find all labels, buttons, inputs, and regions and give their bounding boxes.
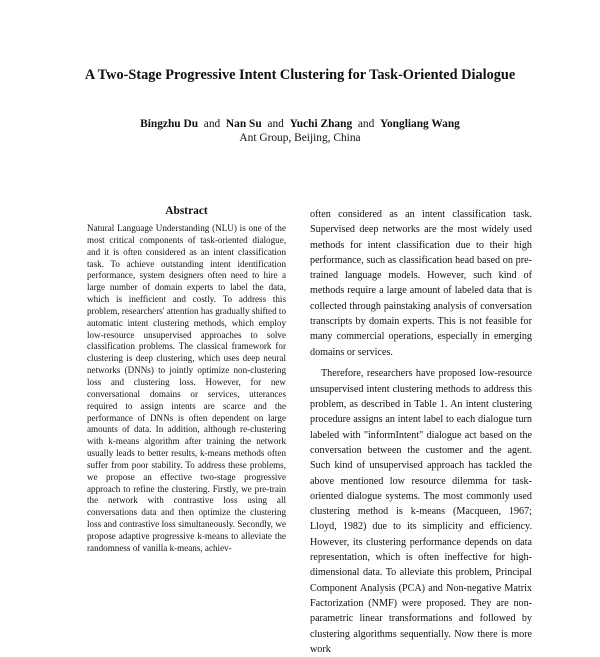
author-list xyxy=(40,117,560,132)
author-separator: and xyxy=(357,118,375,130)
abstract-body: Natural Language Understanding (NLU) is one of the most critical components of task-oriented dialogue, and it is often considered as an intent classification task. To achieve outstanding intent identification performance, system designers often need to hire a large number of domain experts to label the data, which is inefficient and costly. To address this problem, researchers' attention has gradually shifted to automatic intent clustering methods, which employ low-resource unsupervised approaches to solve classification problems. The classical framework for clustering is deep clustering, which uses deep neural networks (DNNs) to jointly optimize non-clustering loss and clustering loss. However, for new conversational domains or services, utterances required to assign intents are scarce and the performance of DNNs is often dependent on large amounts of data. In addition, although re-clustering with k-means algorithm after training the network usually leads to better results, k-means methods often suffer from poor stability. To address these problems, we propose an effective two-stage progressive approach to refine the clustering. Firstly, we pre-train the network with contrastive loss using all conversations data and then optimize the clustering loss and contrastive loss simultaneously. Secondly, we propose adaptive progressive k-means to alleviate the randomness of vanilla k-means, achiev- xyxy=(87,223,286,553)
author-name: Bingzhu Du xyxy=(140,118,199,130)
intro-paragraph: often considered as an intent classification task. Supervised deep networks are the most widely used methods for intent classification due to their high performance, such as classification head based on pre-trained language models. However, such kind of methods require a large amount of labeled data that is collected through painstaking analysis of conversation transcripts by domain experts. This is not feasible for many commercial operations, especially in emerging domains or services. xyxy=(310,209,532,358)
author-name: Nan Su xyxy=(225,118,262,130)
intro-paragraph: Therefore, researchers have proposed low-resource unsupervised intent clustering methods to address this problem, as described in Table 1. An intent clustering procedure assigns an intent label to each dialogue turn labeled with "informIntent" dialogue act based on the conversation between the customer and the agent. Such kind of unsupervised approach has tackled the above mentioned low resource dilemma for task-oriented dialogue systems. The most commonly used clustering method is k-means (Macqueen, 1967; Lloyd, 1982) due to its simplicity and efficiency. However, its clustering performance depends on data representation, which is often ineffective for high-dimensional data. To alleviate this problem, Principal Component Analysis (PCA) and Non-negative Matrix Factorization (NMF) were proposed. They are non-parametric linear transformations and followed by clustering algorithms sequentially. Now there is more work xyxy=(310,368,532,655)
abstract-heading: Abstract xyxy=(165,205,208,217)
author-name: Yuchi Zhang xyxy=(289,118,353,130)
author-separator: and xyxy=(267,118,284,130)
paper-title: A Two-Stage Progressive Intent Clustering for Task-Oriented Dialogue xyxy=(84,67,516,83)
introduction-column xyxy=(310,207,532,657)
author-separator: and xyxy=(203,118,221,130)
author-name: Yongliang Wang xyxy=(380,118,460,130)
author-affiliation: Ant Group, Beijing, China xyxy=(239,132,361,144)
